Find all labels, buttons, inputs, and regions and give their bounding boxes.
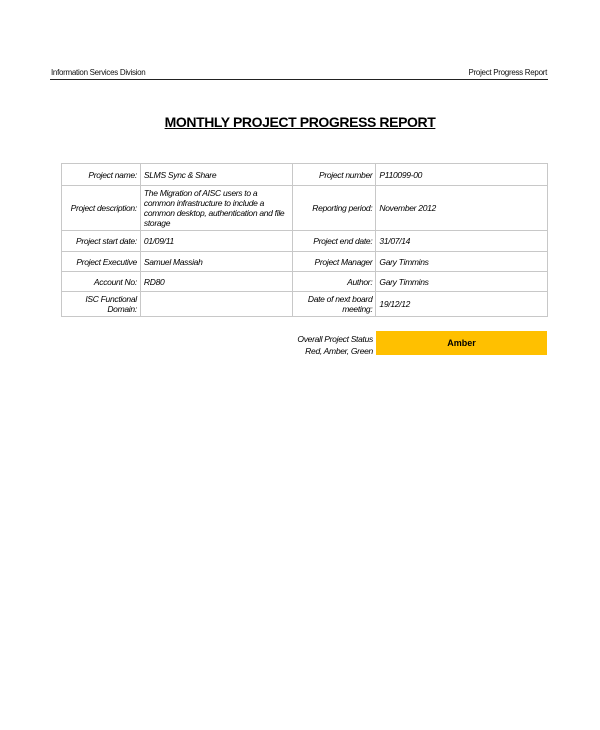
field-label: Project start date: bbox=[62, 231, 141, 252]
table-row bbox=[62, 292, 548, 317]
table-row bbox=[62, 186, 548, 231]
header-rule bbox=[50, 79, 548, 80]
field-label: Account No: bbox=[62, 272, 141, 292]
field-label: Project Executive bbox=[62, 252, 141, 272]
project-info-table bbox=[61, 163, 548, 317]
field-value: 19/12/12 bbox=[376, 292, 548, 317]
status-label-line2: Red, Amber, Green bbox=[305, 346, 373, 356]
field-label: Project number bbox=[292, 164, 376, 186]
field-value: P110099-00 bbox=[376, 164, 548, 186]
field-value: SLMS Sync & Share bbox=[140, 164, 292, 186]
field-value: RD80 bbox=[140, 272, 292, 292]
field-value: 01/09/11 bbox=[140, 231, 292, 252]
table-row bbox=[62, 252, 548, 272]
table-row bbox=[62, 272, 548, 292]
field-label: Date of next board meeting: bbox=[292, 292, 376, 317]
table-row bbox=[62, 164, 548, 186]
status-label-line1: Overall Project Status bbox=[297, 334, 373, 344]
status-label bbox=[290, 333, 373, 357]
field-value: Samuel Massiah bbox=[140, 252, 292, 272]
status-value: Amber bbox=[376, 331, 547, 355]
table-row bbox=[62, 231, 548, 252]
field-value: November 2012 bbox=[376, 186, 548, 231]
field-value: The Migration of AISC users to a common infrastructure to include a common desktop, authentication and file storage bbox=[140, 186, 292, 231]
header-report-name: Project Progress Report bbox=[468, 68, 547, 77]
page-title: MONTHLY PROJECT PROGRESS REPORT bbox=[164, 114, 436, 130]
field-label: Reporting period: bbox=[292, 186, 376, 231]
field-value bbox=[140, 292, 292, 317]
field-value: 31/07/14 bbox=[376, 231, 548, 252]
field-label: Project end date: bbox=[292, 231, 376, 252]
field-label: Project description: bbox=[62, 186, 141, 231]
header-division: Information Services Division bbox=[51, 68, 146, 77]
field-label: Project name: bbox=[62, 164, 141, 186]
field-label: Author: bbox=[292, 272, 376, 292]
field-label: ISC Functional Domain: bbox=[62, 292, 141, 317]
field-value: Gary Timmins bbox=[376, 252, 548, 272]
field-label: Project Manager bbox=[292, 252, 376, 272]
field-value: Gary Timmins bbox=[376, 272, 548, 292]
